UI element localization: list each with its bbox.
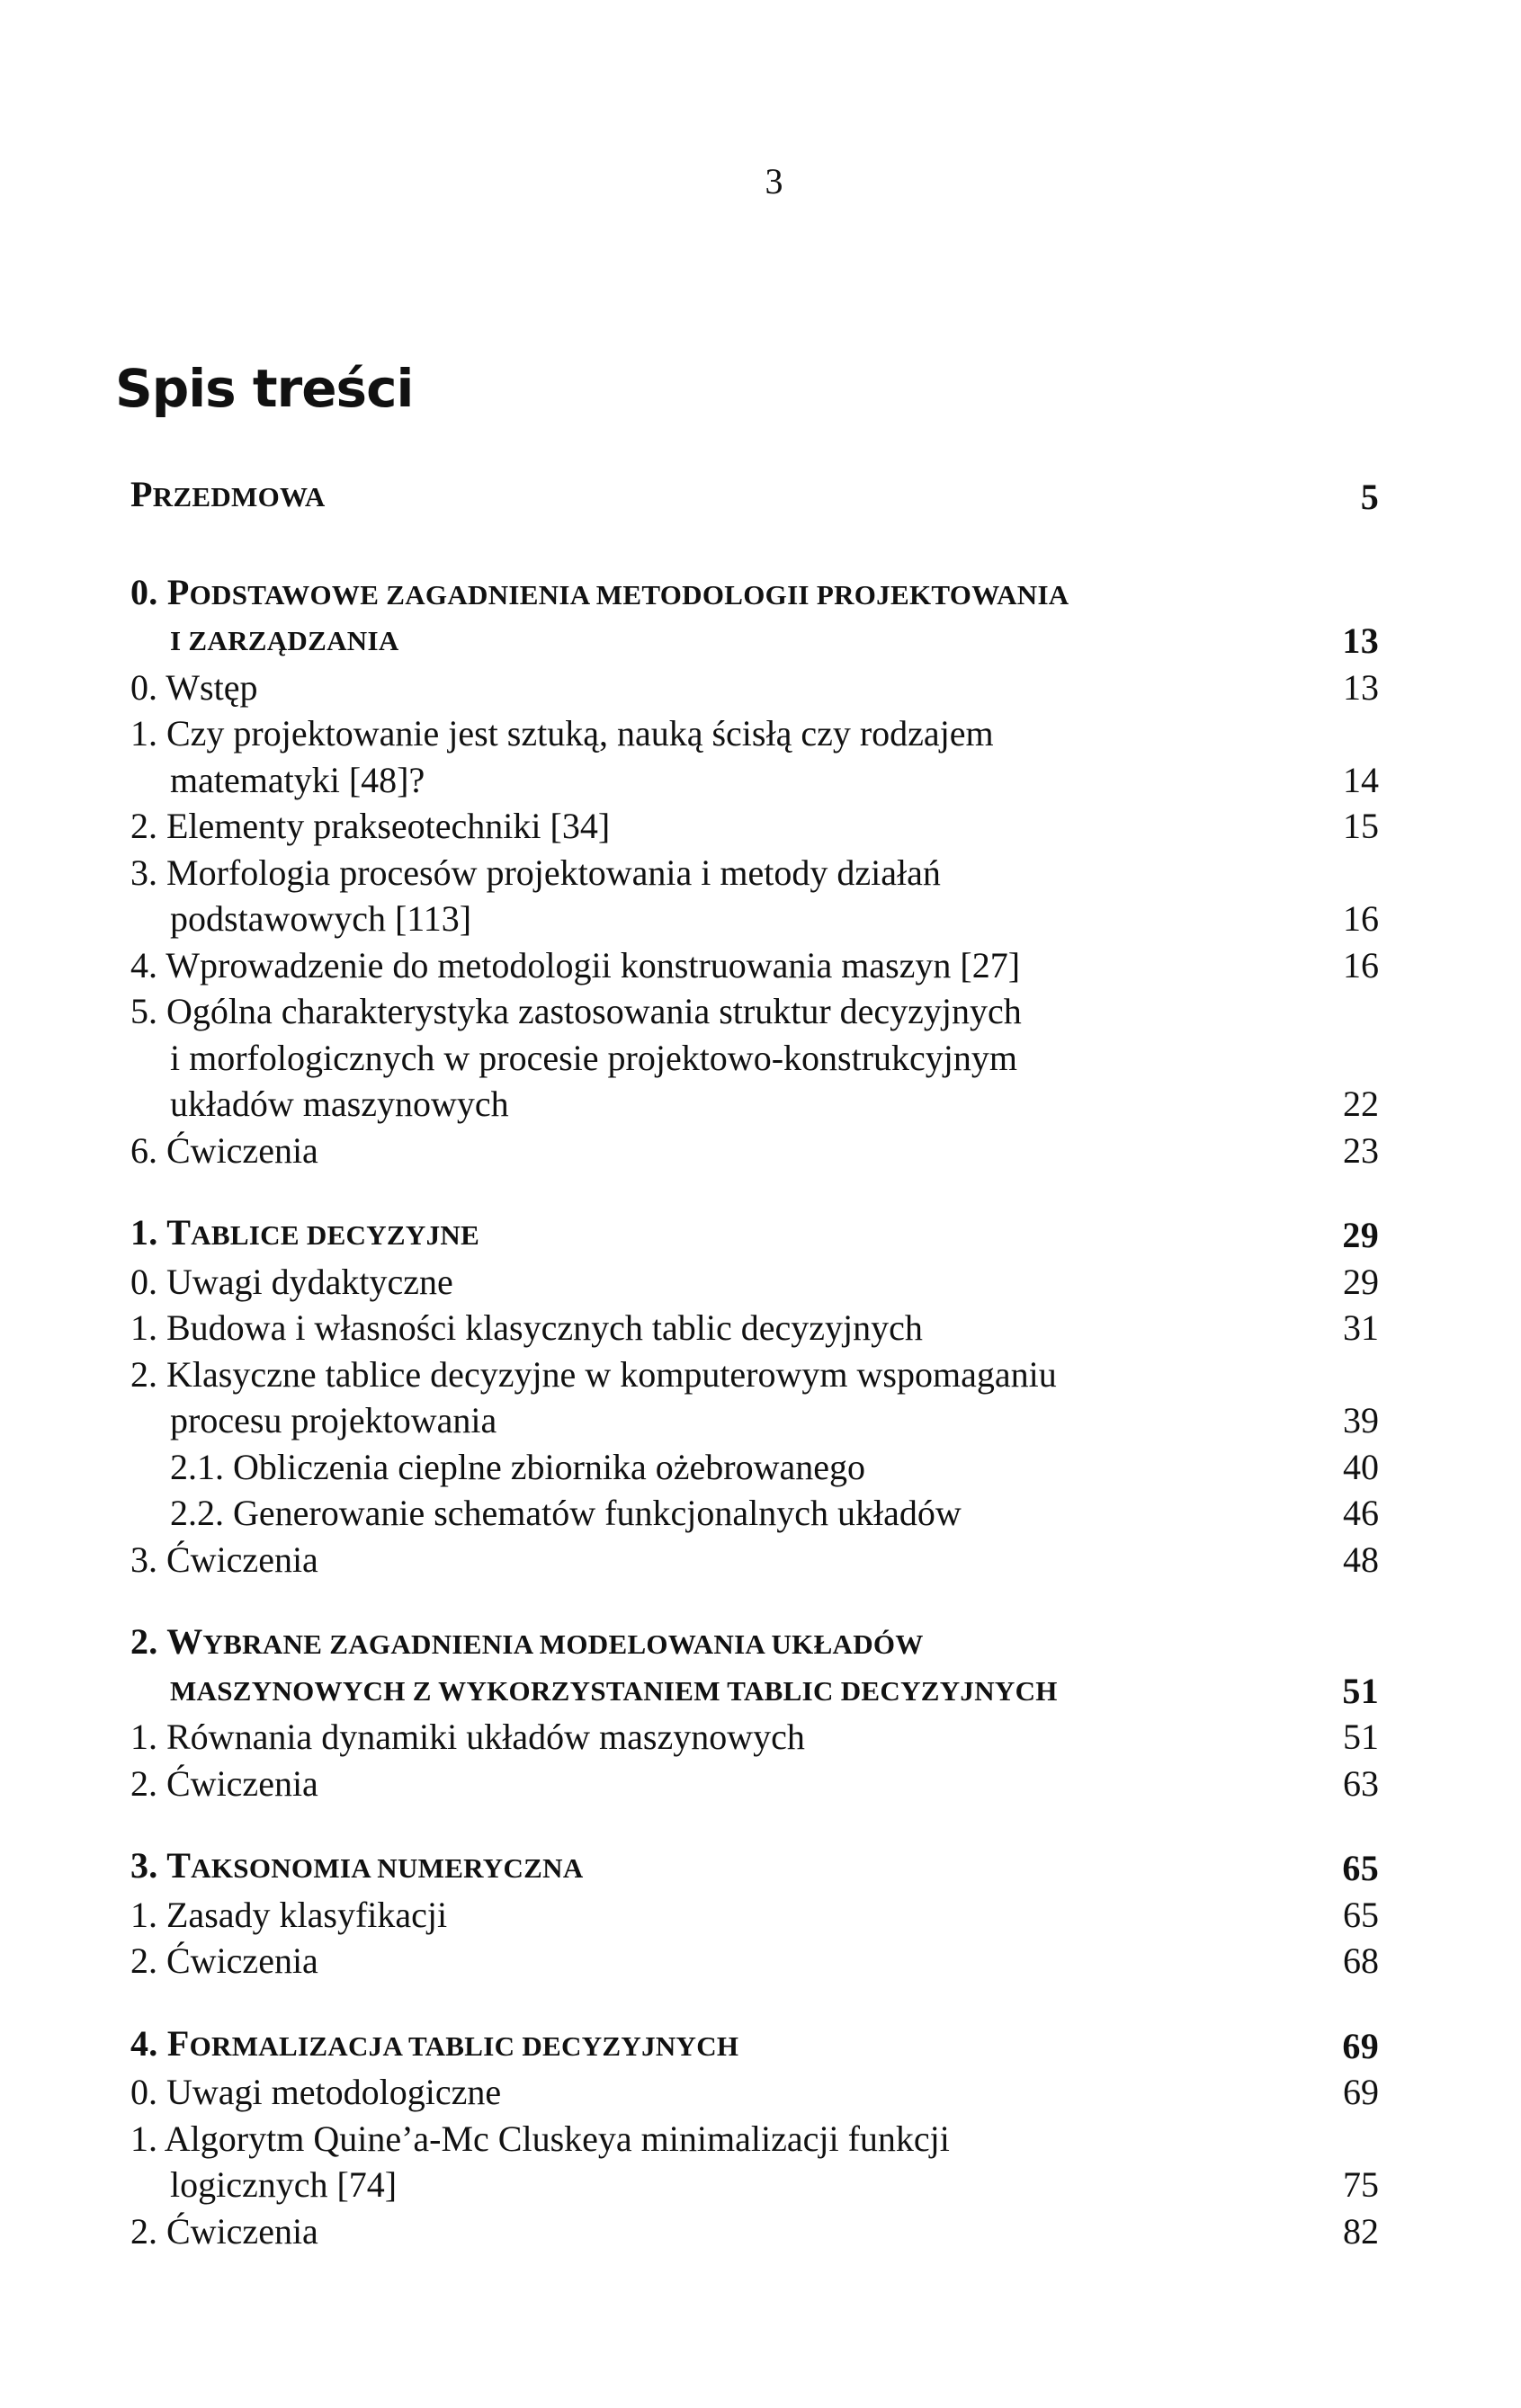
toc-entry[interactable]: 1. Równania dynamiki układów maszynowych 51: [130, 1717, 1379, 1757]
toc-entry[interactable]: 0. Uwagi metodologiczne 69: [130, 2072, 1379, 2112]
toc-chapter-0-heading-cont[interactable]: I ZARZĄDZANIA 13: [130, 618, 1379, 664]
page-ref: 51: [1342, 1670, 1379, 1711]
toc-chapter-2-heading-cont[interactable]: MASZYNOWYCH Z WYKORZYSTANIEM TABLIC DECYZYJNYCH 51: [130, 1668, 1379, 1715]
toc-subentry[interactable]: 2.1. Obliczenia cieplne zbiornika ożebrowanego 40: [170, 1446, 1379, 1487]
page-ref: 13: [1342, 620, 1379, 661]
toc-entry[interactable]: 3. Ćwiczenia 48: [130, 1538, 1379, 1580]
page-ref: 65: [1342, 1848, 1379, 1888]
toc-chapter-3-heading[interactable]: 3. TAKSONOMIA NUMERYCZNA 65: [130, 1842, 1379, 1892]
toc-entry[interactable]: 2. Elementy prakseotechniki [34] 15: [130, 806, 1379, 846]
toc-entry-cont[interactable]: procesu projektowania 39: [170, 1400, 1379, 1440]
toc-entry-cont[interactable]: i morfologicznych w procesie projektowo-konstrukcyjnym: [170, 1037, 1017, 1078]
toc-entry[interactable]: 2. Klasyczne tablice decyzyjne w komputerowym wspomaganiu: [130, 1353, 1057, 1395]
page-ref: 5: [1360, 477, 1379, 517]
toc-subentry[interactable]: 2.2. Generowanie schematów funkcjonalnych układów 46: [170, 1493, 1379, 1533]
toc-entry[interactable]: 5. Ogólna charakterystyka zastosowania struktur decyzyjnych: [130, 991, 1022, 1031]
table-of-contents: [130, 471, 1379, 2254]
toc-entry[interactable]: 2. Ćwiczenia 82: [130, 2210, 1379, 2252]
toc-entry[interactable]: 0. Wstęp 13: [130, 666, 1379, 708]
toc-chapter-1-heading[interactable]: 1. TABLICE DECYZYJNE 29: [130, 1209, 1379, 1259]
toc-entry-cont[interactable]: logicznych [74] 75: [170, 2164, 1379, 2205]
toc-chapter-0-heading[interactable]: 0. PODSTAWOWE ZAGADNIENIA METODOLOGII PROJEKTOWANIA: [130, 571, 1069, 612]
toc-chapter-2-heading[interactable]: 2. WYBRANE ZAGADNIENIA MODELOWANIA UKŁADÓW: [130, 1621, 924, 1662]
toc-entry-przedmowa[interactable]: PRZEDMOWA 5: [130, 471, 1379, 521]
toc-entry-cont[interactable]: podstawowych [113] 16: [170, 898, 1379, 939]
toc-entry[interactable]: 1. Budowa i własności klasycznych tablic decyzyjnych 31: [130, 1307, 1379, 1348]
page-ref: 29: [1342, 1215, 1379, 1255]
toc-entry[interactable]: 0. Uwagi dydaktyczne 29: [130, 1261, 1379, 1302]
toc-entry-cont[interactable]: układów maszynowych 22: [170, 1084, 1379, 1124]
toc-entry[interactable]: 3. Morfologia procesów projektowania i metody działań: [130, 852, 941, 893]
page-title: Spis treści: [115, 358, 414, 419]
toc-entry[interactable]: 4. Wprowadzenie do metodologii konstruowania maszyn [27] 16: [130, 944, 1379, 985]
toc-entry[interactable]: 2. Ćwiczenia 68: [130, 1940, 1379, 1981]
page-number: 3: [765, 161, 783, 201]
toc-entry[interactable]: 1. Czy projektowanie jest sztuką, nauką ścisłą czy rodzajem: [130, 713, 994, 754]
toc-entry[interactable]: 2. Ćwiczenia 63: [130, 1762, 1379, 1804]
toc-chapter-4-heading[interactable]: 4. FORMALIZACJA TABLIC DECYZYJNYCH 69: [130, 2020, 1379, 2070]
toc-entry[interactable]: 1. Algorytm Quine’a-Mc Cluskeya minimalizacji funkcji: [130, 2118, 950, 2159]
toc-entry[interactable]: 1. Zasady klasyfikacji 65: [130, 1894, 1379, 1935]
page-ref: 69: [1342, 2025, 1379, 2066]
toc-entry[interactable]: 6. Ćwiczenia 23: [130, 1129, 1379, 1171]
toc-entry-cont[interactable]: matematyki [48]? 14: [170, 759, 1379, 800]
